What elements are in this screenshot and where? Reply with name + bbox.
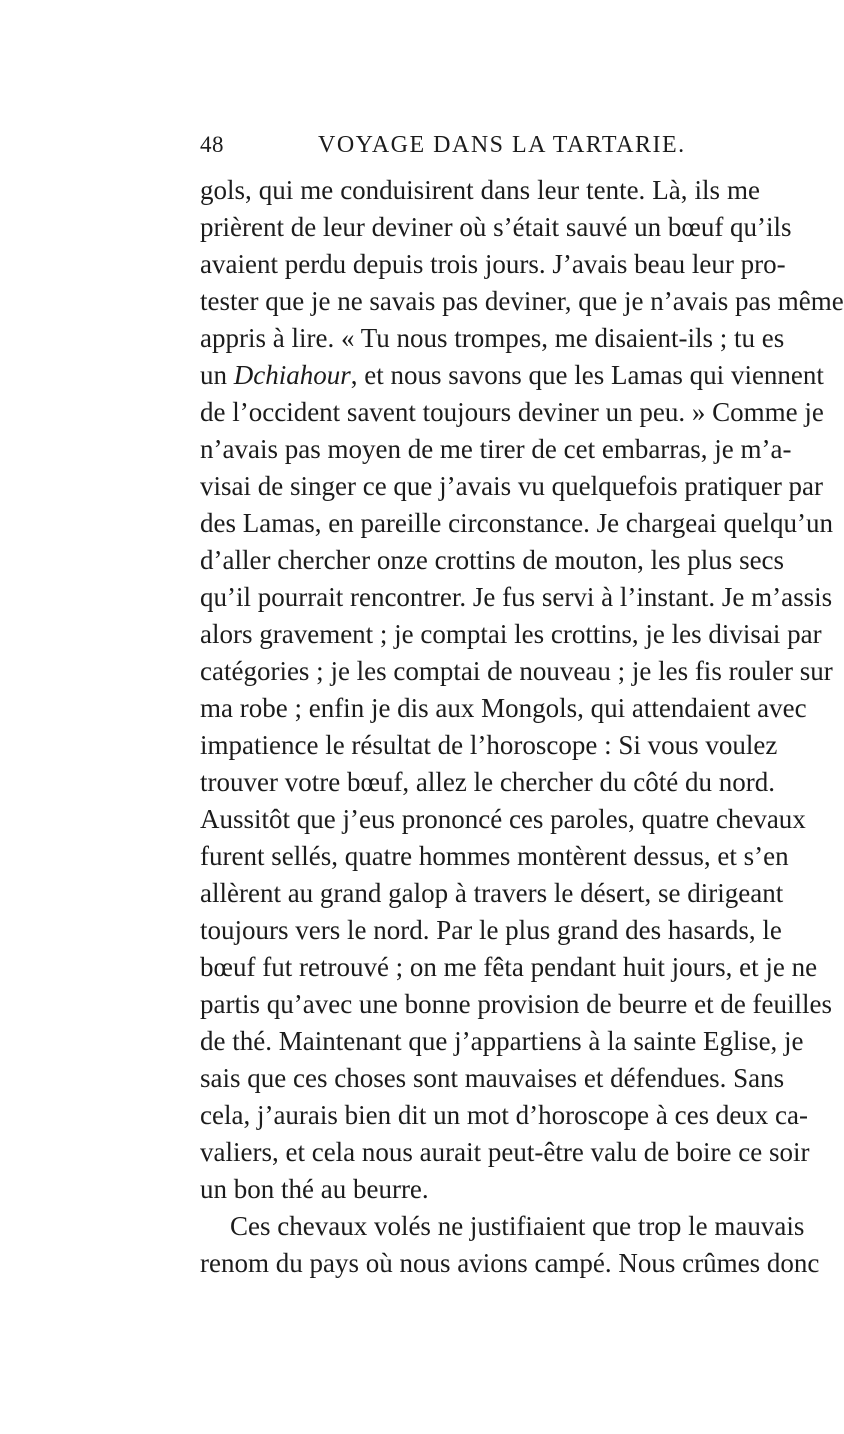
- text-line: sais que ces choses sont mauvaises et défendues. Sans: [200, 1063, 785, 1093]
- text-line: n’avais pas moyen de me tirer de cet embarras, je m’a-: [200, 434, 792, 464]
- text-line: impatience le résultat de l’horoscope : Si vous voulez: [200, 730, 778, 760]
- text-line: un Dchiahour, et nous savons que les Lamas qui viennent: [200, 360, 824, 390]
- text-line: des Lamas, en pareille circonstance. Je chargeai quelqu’un: [200, 508, 833, 538]
- text-line: de l’occident savent toujours deviner un peu. » Comme je: [200, 397, 824, 427]
- text-line: avaient perdu depuis trois jours. J’avais beau leur pro-: [200, 249, 786, 279]
- paragraph-1: [200, 172, 844, 1208]
- italic-term: Dchiahour: [233, 360, 351, 390]
- text-line: bœuf fut retrouvé ; on me fêta pendant huit jours, et je ne: [200, 952, 818, 982]
- text-line: prièrent de leur deviner où s’était sauvé un bœuf qu’ils: [200, 212, 792, 242]
- text-line: trouver votre bœuf, allez le chercher du côté du nord.: [200, 767, 776, 797]
- running-title: VOYAGE DANS LA TARTARIE.: [318, 132, 686, 158]
- page-number: 48: [200, 132, 224, 157]
- text-line: Aussitôt que j’eus prononcé ces paroles, quatre chevaux: [200, 804, 806, 834]
- text-line: tester que je ne savais pas deviner, que je n’avais pas même: [200, 286, 844, 316]
- text-line: partis qu’avec une bonne provision de beurre et de feuilles: [200, 989, 833, 1019]
- text-line: toujours vers le nord. Par le plus grand des hasards, le: [200, 915, 782, 945]
- text-line: Ces chevaux volés ne justifiaient que trop le mauvais: [230, 1211, 805, 1241]
- body-text: [200, 172, 844, 1282]
- text-line: ma robe ; enfin je dis aux Mongols, qui attendaient avec: [200, 693, 807, 723]
- text-line: allèrent au grand galop à travers le désert, se dirigeant: [200, 878, 784, 908]
- text-line: appris à lire. « Tu nous trompes, me disaient-ils ; tu es: [200, 323, 785, 353]
- text-line: gols, qui me conduisirent dans leur tente. Là, ils me: [200, 175, 760, 205]
- text-line: catégories ; je les comptai de nouveau ; je les fis rouler sur: [200, 656, 833, 686]
- text-line: un bon thé au beurre.: [200, 1174, 429, 1204]
- text-line: alors gravement ; je comptai les crottins, je les divisai par: [200, 619, 822, 649]
- text-line: visai de singer ce que j’avais vu quelquefois pratiquer par: [200, 471, 824, 501]
- text-line: d’aller chercher onze crottins de mouton, les plus secs: [200, 545, 785, 575]
- running-head: [0, 132, 800, 162]
- text-line: furent sellés, quatre hommes montèrent dessus, et s’en: [200, 841, 789, 871]
- text-line: cela, j’aurais bien dit un mot d’horoscope à ces deux ca-: [200, 1100, 809, 1130]
- text-line: de thé. Maintenant que j’appartiens à la sainte Eglise, je: [200, 1026, 804, 1056]
- paragraph-2: [200, 1208, 820, 1282]
- text-line: renom du pays où nous avions campé. Nous crûmes donc: [200, 1248, 820, 1278]
- text-line: qu’il pourrait rencontrer. Je fus servi à l’instant. Je m’assis: [200, 582, 833, 612]
- text-line: valiers, et cela nous aurait peut-être valu de boire ce soir: [200, 1137, 810, 1167]
